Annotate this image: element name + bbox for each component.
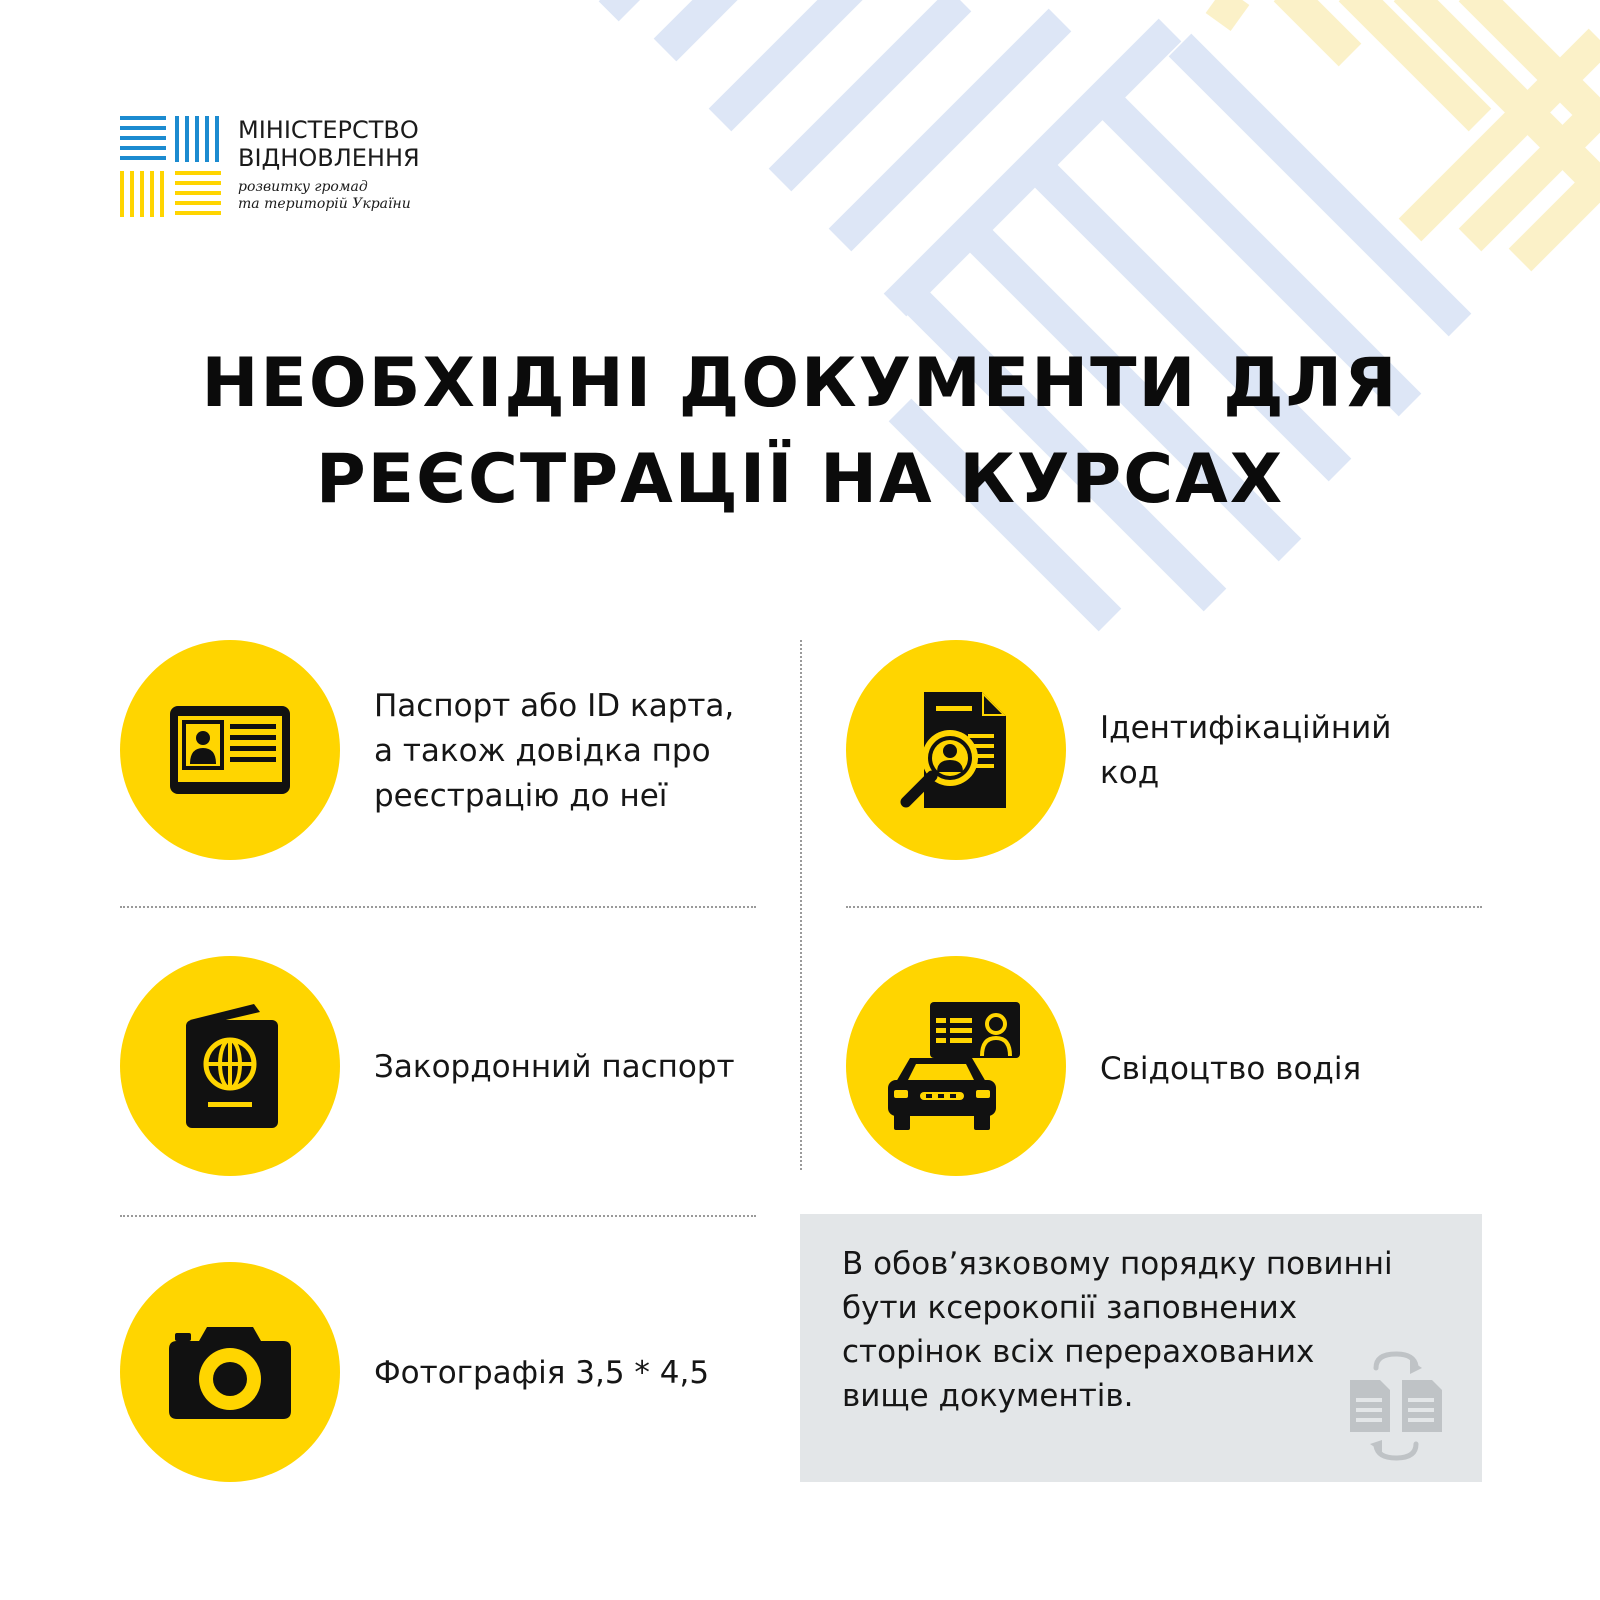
page-title-line-2: РЕЄСТРАЦІЇ НА КУРСАХ [315, 440, 1285, 519]
column-divider [800, 640, 802, 1170]
passport-icon [180, 1002, 280, 1130]
ministry-name [238, 116, 420, 213]
identification-code-text-line-2: код [1100, 755, 1160, 791]
ministry-name-line-1: МІНІСТЕРСТВО [238, 116, 419, 144]
identification-code-text-line-1: Ідентифікаційний [1100, 710, 1392, 746]
driving-license-badge [846, 956, 1066, 1176]
page-title [100, 336, 1500, 528]
page-title-line-1: НЕОБХІДНІ ДОКУМЕНТИ ДЛЯ [201, 344, 1399, 423]
id-card-text-line-3: реєстрацію до неї [374, 778, 668, 814]
row-divider-right-1 [846, 906, 1482, 908]
ministry-logo [120, 116, 480, 220]
id-card-text [374, 684, 734, 819]
copies-note-line-2: бути ксерокопії заповнених [842, 1290, 1298, 1326]
copy-documents-icon [1346, 1346, 1446, 1466]
id-card-text-line-2: а також довідка про [374, 733, 711, 769]
ministry-subtitle-line-2: та територій України [238, 196, 411, 212]
row-divider-left-1 [120, 906, 756, 908]
foreign-passport-text-line-1: Закордонний паспорт [374, 1049, 735, 1085]
photo-text-line-1: Фотографія 3,5 * 4,5 [374, 1355, 710, 1391]
copies-note-line-1: В обов’язковому порядку повинні [842, 1246, 1393, 1282]
identification-code-badge [846, 640, 1066, 860]
row-divider-left-2 [120, 1215, 756, 1217]
identification-code-text [1100, 706, 1391, 796]
foreign-passport-text [374, 1045, 735, 1090]
photo-badge [120, 1262, 340, 1482]
ministry-name-line-2: ВІДНОВЛЕННЯ [238, 144, 420, 172]
id-card-text-line-1: Паспорт або ID карта, [374, 688, 735, 724]
id-card-icon [168, 704, 292, 796]
foreign-passport-badge [120, 956, 340, 1176]
car-license-icon [886, 1000, 1026, 1132]
ministry-subtitle-line-1: розвитку громад [238, 179, 368, 195]
driving-license-text [1100, 1047, 1361, 1092]
photo-text [374, 1351, 709, 1396]
copies-note-line-3: сторінок всіх перерахованих [842, 1334, 1315, 1370]
copies-note [800, 1214, 1482, 1482]
copies-note-text [842, 1242, 1393, 1418]
id-card-badge [120, 640, 340, 860]
ministry-emblem-icon [120, 116, 221, 217]
driving-license-text-line-1: Свідоцтво водія [1100, 1051, 1362, 1087]
copies-note-line-4: вище документів. [842, 1378, 1134, 1414]
camera-icon [167, 1323, 293, 1421]
document-search-icon [894, 688, 1018, 812]
